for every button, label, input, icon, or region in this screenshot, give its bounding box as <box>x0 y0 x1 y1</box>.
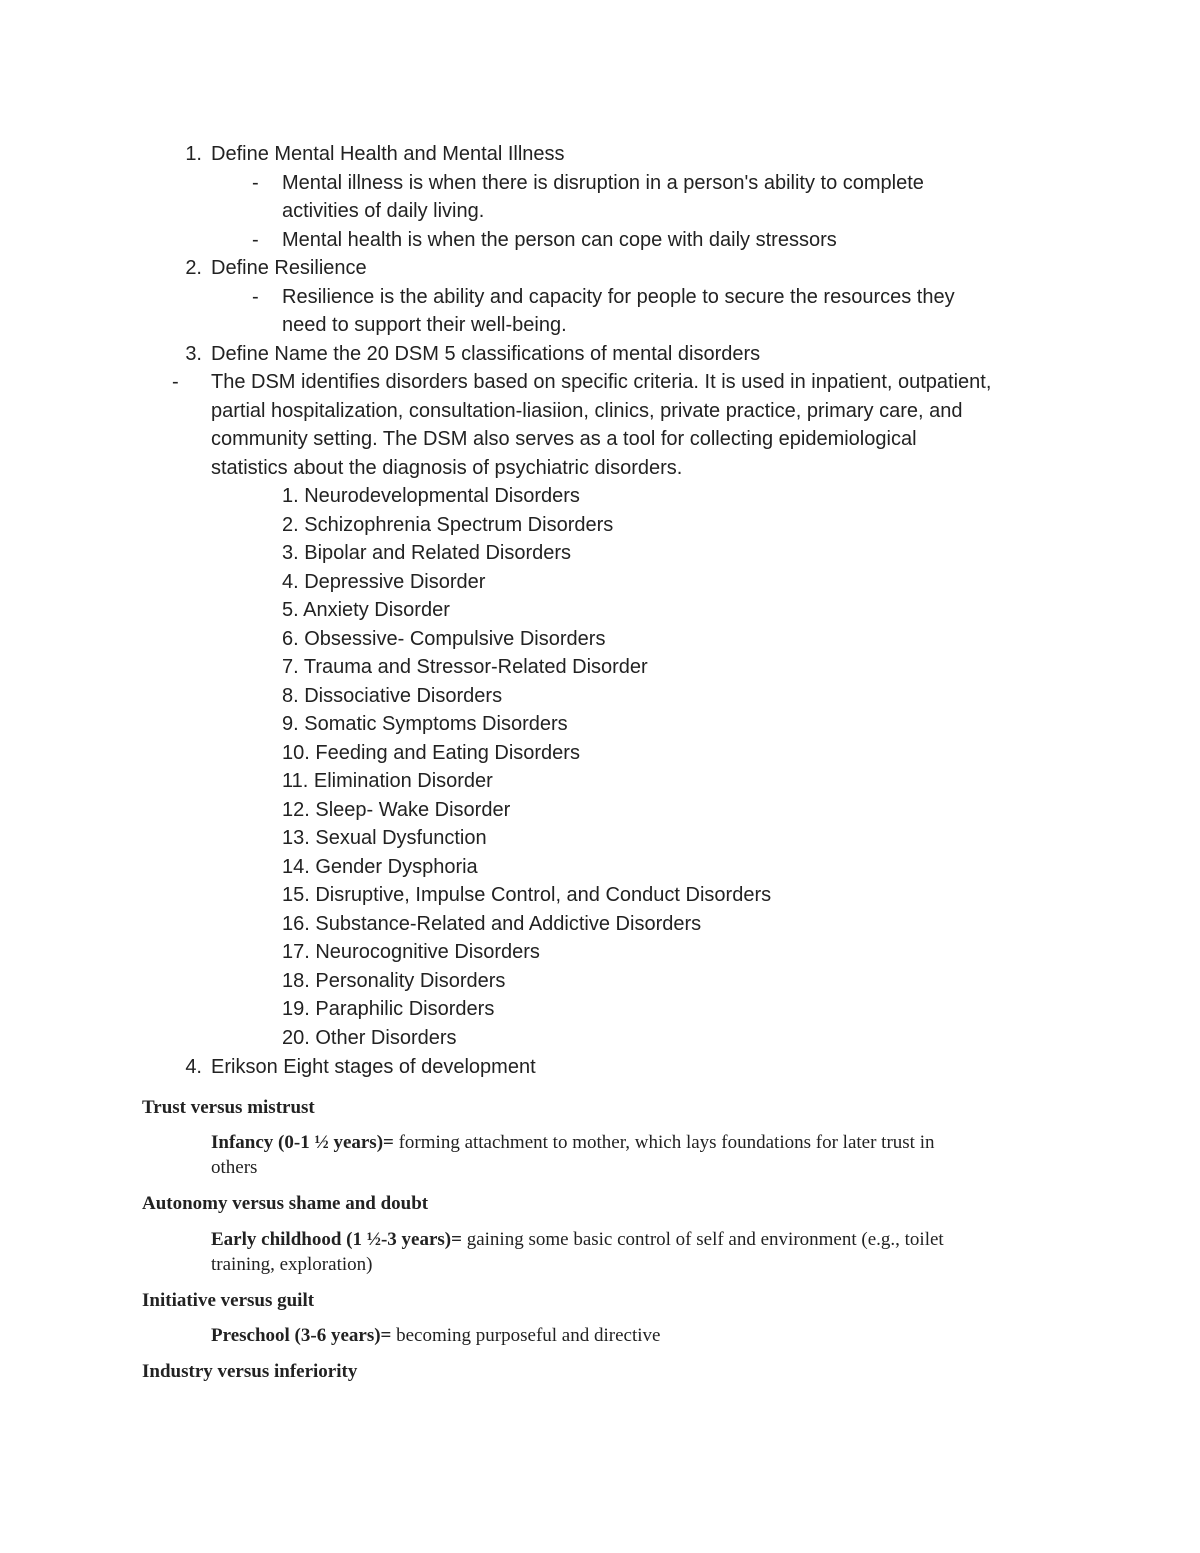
stage-desc: training, exploration) <box>211 1254 373 1275</box>
list-text: Define Mental Health and Mental Illness <box>211 143 565 165</box>
classification-text: 8. Dissociative Disorders <box>282 685 503 707</box>
bullet-text: Resilience is the ability and capacity for people to secure the resources they <box>282 286 955 308</box>
stage-age: Early childhood (1 ½-3 years)= <box>211 1229 462 1250</box>
classification-text: 9. Somatic Symptoms Disorders <box>282 713 568 735</box>
bullet-text: need to support their well-being. <box>282 314 567 336</box>
classification-text: 1. Neurodevelopmental Disorders <box>282 485 580 507</box>
dsm-note-text: The DSM identifies disorders based on specific criteria. It is used in inpatient, outpatient, <box>211 371 992 393</box>
classification-text: 15. Disruptive, Impulse Control, and Conduct Disorders <box>282 884 772 906</box>
classification-text: 13. Sexual Dysfunction <box>282 827 487 849</box>
classification-text: 2. Schizophrenia Spectrum Disorders <box>282 514 614 536</box>
classification-text: 17. Neurocognitive Disorders <box>282 941 540 963</box>
list-number: 2. <box>185 257 202 279</box>
stage-title: Industry versus inferiority <box>142 1361 358 1382</box>
stage-age: Preschool (3-6 years)= <box>211 1325 392 1346</box>
bullet-dash: - <box>252 286 259 308</box>
list-number: 4. <box>185 1056 202 1078</box>
stage-desc: others <box>211 1157 258 1178</box>
bullet-dash: - <box>252 172 259 194</box>
classification-text: 10. Feeding and Eating Disorders <box>282 742 580 764</box>
dsm-note-text: community setting. The DSM also serves as a tool for collecting epidemiological <box>211 428 917 450</box>
classification-text: 5. Anxiety Disorder <box>282 599 450 621</box>
stage-text <box>211 1130 934 1155</box>
stage-text <box>211 1323 660 1348</box>
stage-desc: becoming purposeful and directive <box>391 1325 661 1346</box>
dsm-note-text: statistics about the diagnosis of psychiatric disorders. <box>211 457 683 479</box>
stage-text <box>211 1227 944 1252</box>
classification-text: 18. Personality Disorders <box>282 970 506 992</box>
bullet-text: Mental health is when the person can cope with daily stressors <box>282 229 837 251</box>
stage-desc: gaining some basic control of self and environment (e.g., toilet <box>461 1229 944 1250</box>
list-text: Define Resilience <box>211 257 367 279</box>
stage-age: Infancy (0-1 ½ years)= <box>211 1132 394 1153</box>
stage-title: Trust versus mistrust <box>142 1097 315 1118</box>
classification-text: 3. Bipolar and Related Disorders <box>282 542 572 564</box>
bullet-text: activities of daily living. <box>282 200 485 222</box>
list-number: 3. <box>185 343 202 365</box>
classification-text: 20. Other Disorders <box>282 1027 457 1049</box>
stage-title: Initiative versus guilt <box>142 1290 315 1311</box>
classification-text: 19. Paraphilic Disorders <box>282 998 495 1020</box>
classification-text: 12. Sleep- Wake Disorder <box>282 799 511 821</box>
classification-text: 6. Obsessive- Compulsive Disorders <box>282 628 606 650</box>
list-number: 1. <box>185 143 202 165</box>
bullet-dash: - <box>172 371 179 393</box>
list-text: Erikson Eight stages of development <box>211 1056 536 1078</box>
stage-desc: forming attachment to mother, which lays foundations for later trust in <box>393 1132 935 1153</box>
stage-title: Autonomy versus shame and doubt <box>142 1193 429 1214</box>
bullet-dash: - <box>252 229 259 251</box>
classification-text: 4. Depressive Disorder <box>282 571 486 593</box>
classification-text: 7. Trauma and Stressor-Related Disorder <box>282 656 648 678</box>
classification-text: 16. Substance-Related and Addictive Disorders <box>282 913 702 935</box>
classification-text: 11. Elimination Disorder <box>282 770 493 792</box>
dsm-note-text: partial hospitalization, consultation-liasiion, clinics, private practice, primary care, and <box>211 400 963 422</box>
bullet-text: Mental illness is when there is disruption in a person's ability to complete <box>282 172 924 194</box>
classification-text: 14. Gender Dysphoria <box>282 856 478 878</box>
list-text: Define Name the 20 DSM 5 classifications of mental disorders <box>211 343 761 365</box>
